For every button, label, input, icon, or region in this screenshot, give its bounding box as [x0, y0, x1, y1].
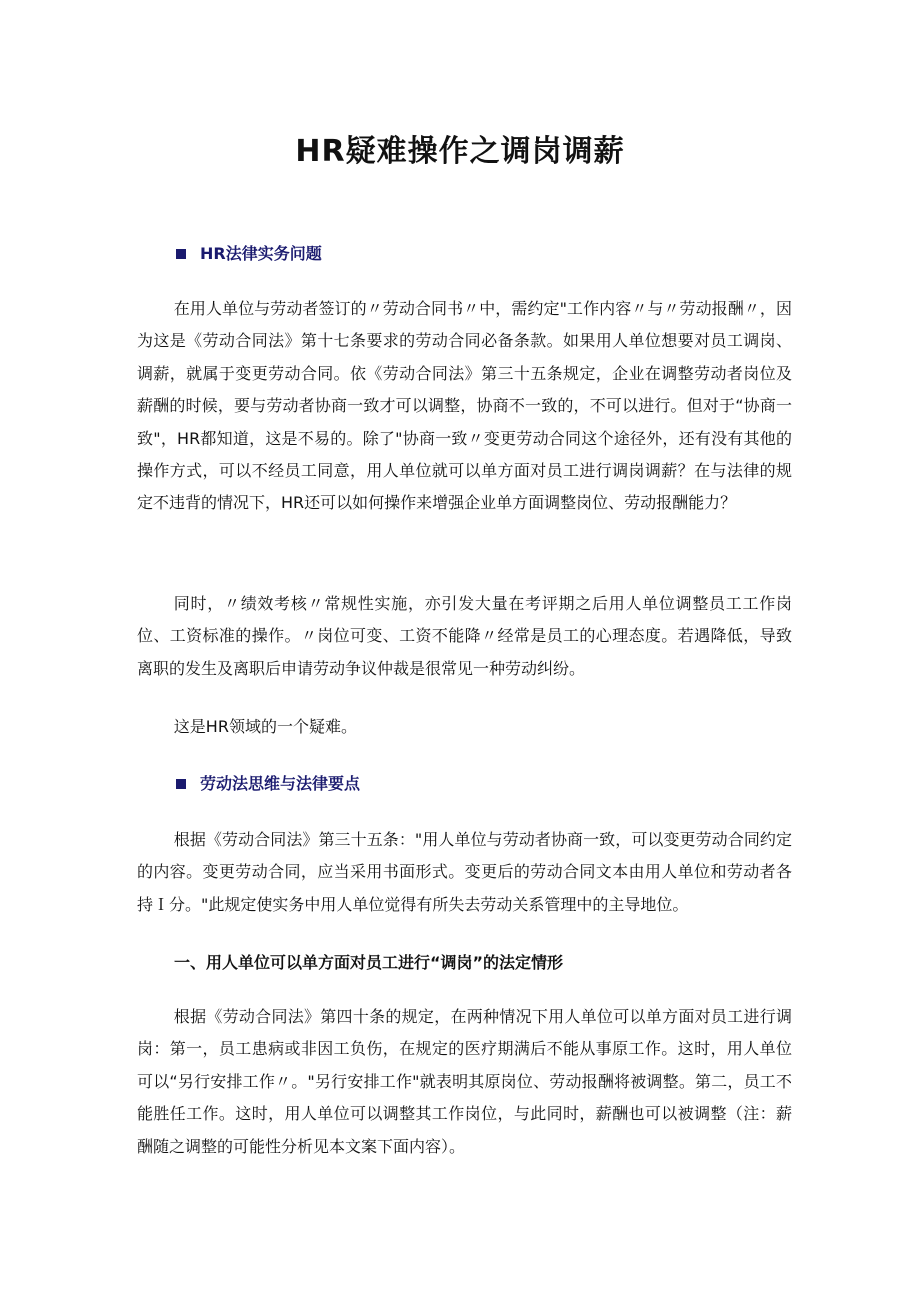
paragraph-article-35: 根据《劳动合同法》第三十五条："用人单位与劳动者协商一致，可以变更劳动合同约定的内容。变更劳动合同，应当采用书面形式。变更后的劳动合同文本由用人单位和劳动者各持Ｉ分。"此规定使实务中用人单位觉得有所失去劳动关系管理中的主导地位。: [137, 830, 792, 914]
section-heading-label: HR法律实务问题: [200, 244, 322, 263]
paragraph-performance-review: 同时，〃绩效考核〃常规性实施，亦引发大量在考评期之后用人单位调整员工工作岗位、工资标准的操作。〃岗位可变、工资不能降〃经常是员工的心理态度。若遇降低，导致离职的发生及离职后申请劳动争议仲裁是很常见一种劳动纠纷。: [137, 594, 792, 678]
paragraph-hr-difficulty: 这是HR领域的一个疑难。: [173, 717, 357, 736]
section-heading-labor-law-thinking: [176, 772, 360, 796]
square-bullet-icon: [176, 779, 186, 789]
section-heading-label: 劳动法思维与法律要点: [200, 774, 361, 793]
subsection-heading-unilateral-transfer: 一、用人单位可以单方面对员工进行“调岗”的法定情形: [174, 953, 564, 972]
section-heading-hr-legal-practice: [176, 242, 322, 266]
paragraph-contract-terms: 在用人单位与劳动者签订的〃劳动合同书〃中，需约定"工作内容〃与〃劳动报酬〃，因为这是《劳动合同法》第十七条要求的劳动合同必备条款。如果用人单位想要对员工调岗、调薪，就属于变更劳动合同。依《劳动合同法》第三十五条规定，企业在调整劳动者岗位及薪酬的时候，要与劳动者协商一致才可以调整，协商不一致的，不可以进行。但对于“协商一致"，HR都知道，这是不易的。除了"协商一致〃变更劳动合同这个途径外，还有没有其他的操作方式，可以不经员工同意，用人单位就可以单方面对员工进行调岗调薪？在与法律的规定不违背的情况下，HR还可以如何操作来增强企业单方面调整岗位、劳动报酬能力？: [137, 299, 792, 513]
paragraph-article-40: 根据《劳动合同法》第四十条的规定，在两种情况下用人单位可以单方面对员工进行调岗：第一，员工患病或非因工负伤，在规定的医疗期满后不能从事原工作。这时，用人单位可以“另行安排工作〃。"另行安排工作"就表明其原岗位、劳动报酬将被调整。第二，员工不能胜任工作。这时，用人单位可以调整其工作岗位，与此同时，薪酬也可以被调整（注：薪酬随之调整的可能性分析见本文案下面内容）。: [137, 1007, 792, 1156]
square-bullet-icon: [176, 249, 186, 259]
document-title: HR疑难操作之调岗调薪: [295, 134, 625, 169]
